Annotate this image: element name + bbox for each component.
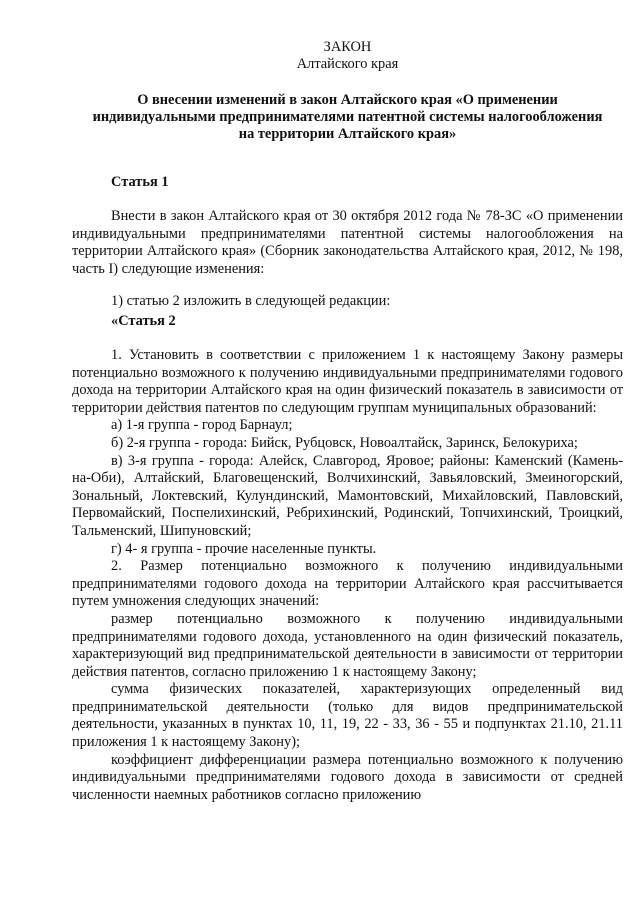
law-word: ЗАКОН (323, 39, 372, 55)
article-2-paragraph-2: 2. Размер потенциально возможного к получению индивидуальными предпринимателями годового дохода на территории Алтайского края рассчитывается путем умножения следующих значений: (72, 558, 623, 610)
quoted-article-2-heading: «Статья 2 (111, 313, 176, 329)
article-1-intro-block (72, 208, 623, 278)
law-title (72, 39, 623, 73)
value-2: сумма физических показателей, характеризующих определенный вид предпринимательской деятельности (только для видов предпринимательской деятельности, указанных в пунктах 10, 11, 19, 22 - 33, 36 - 55 и подпунктах 21.10, 21.11 приложения 1 к настоящему Закону); (72, 681, 623, 751)
group-g: г) 4- я группа - прочие населенные пункты. (111, 540, 377, 557)
article-2-paragraph-1: 1. Установить в соответствии с приложением 1 к настоящему Закону размеры потенциально возможного к получению индивидуальными предпринимателями годового дохода на территории Алтайского края на один физический показатель в зависимости от территории действия патентов по следующим группам муниципальных образований: (72, 347, 623, 416)
article-2-body (72, 347, 623, 804)
law-region: Алтайского края (296, 56, 399, 72)
law-subtitle: О внесении изменений в закон Алтайского края «О применении индивидуальными предпринимателями патентной системы налогообложения на территории Алтайского края» (92, 92, 603, 142)
value-3: коэффициент дифференциации размера потенциально возможного к получению индивидуальными предпринимателями годового дохода в зависимости от средней численности наемных работников согласно приложению (72, 751, 623, 803)
amendment-item-1: 1) статью 2 изложить в следующей редакции: (111, 293, 391, 309)
group-a: а) 1-я группа - город Барнаул; (111, 417, 293, 434)
group-b: б) 2-я группа - города: Бийск, Рубцовск, Новоалтайск, Заринск, Белокуриха; (111, 434, 578, 451)
document-page (72, 0, 623, 905)
group-c: в) 3-я группа - города: Алейск, Славгород, Яровое; районы: Каменский (Камень-на-Оби), Алтайский, Благовещенский, Волчихинский, Завьяловский, Змеиногорский, Зональный, Локтевский, Кулундинский, Мамонтовский, Михайловский, Павловский, Первомайский, Поспелихинский, Ребрихинский, Родинский, Топчихинский, Троицкий, Тальменский, Шипуновский; (72, 452, 623, 539)
article-1-intro: Внести в закон Алтайского края от 30 октября 2012 года № 78-ЗС «О применении индивидуальными предпринимателями патентной системы налогообложения на территории Алтайского края» (Сборник законодательства Алтайского края, 2012, № 198, часть I) следующие изменения: (72, 208, 623, 277)
value-1: размер потенциально возможного к получению индивидуальными предпринимателями годового дохода, установленного на один физический показатель, характеризующий вид предпринимательской деятельности в зависимости от территории действия патентов, согласно приложению 1 к настоящему Закону; (72, 610, 623, 680)
article-1-heading: Статья 1 (111, 174, 169, 190)
